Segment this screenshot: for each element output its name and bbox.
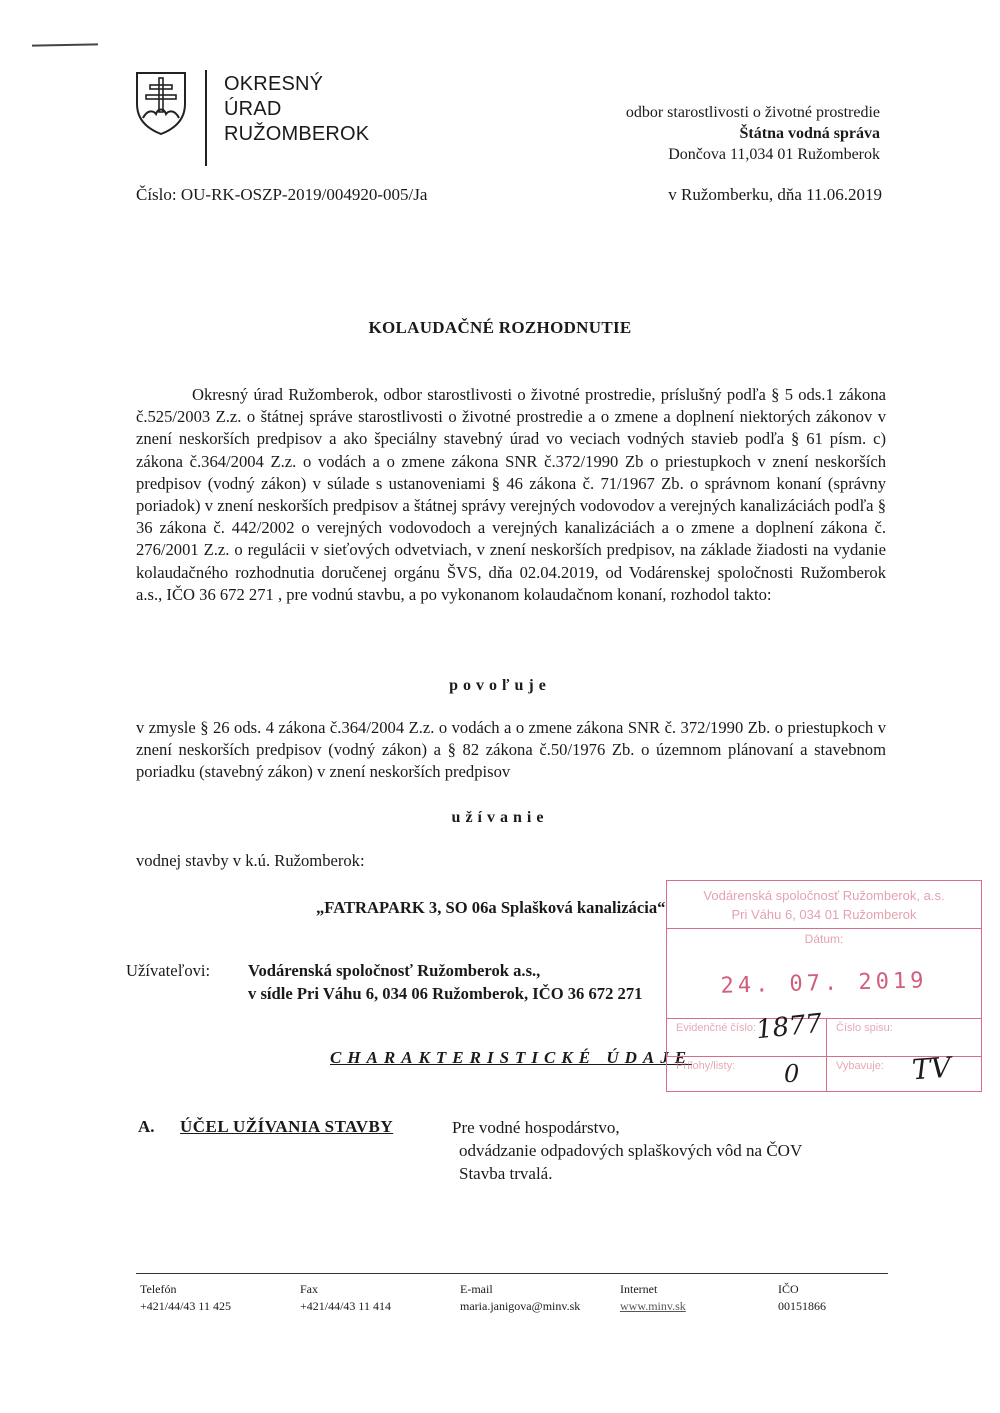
stamp-handler-label: Vybavuje:	[836, 1060, 884, 1072]
footer-fax	[300, 1281, 391, 1315]
issue-date: v Ružomberku, dňa 11.06.2019	[668, 185, 882, 204]
stamp-file-label: Číslo spisu:	[836, 1022, 893, 1034]
heading-povoluje: povoľuje	[449, 677, 551, 694]
user-label: Užívateľovi:	[126, 961, 211, 980]
footer-ico-value: 00151866	[778, 1299, 826, 1313]
department-block	[626, 102, 880, 165]
department-name: odbor starostlivosti o životné prostredie	[625, 104, 880, 121]
footer-divider	[136, 1273, 888, 1274]
stamp-date-label: Dátum:	[804, 932, 844, 946]
footer-phone	[140, 1281, 231, 1315]
department-section: Štátna vodná správa	[739, 125, 880, 142]
footer-internet-link[interactable]: www.minv.sk	[620, 1299, 686, 1313]
cadastral-line: vodnej stavby v k.ú. Ružomberok:	[136, 851, 365, 870]
slovak-coat-of-arms-icon	[134, 70, 188, 136]
office-line-2: ÚRAD	[224, 98, 282, 120]
characteristics-heading: CHARAKTERISTICKÉ ÚDAJE	[330, 1048, 693, 1067]
footer-ico-label: IČO	[778, 1282, 799, 1296]
footer-ico	[778, 1281, 826, 1315]
footer-internet-label: Internet	[620, 1282, 658, 1296]
header-divider	[205, 70, 207, 166]
section-a-heading: ÚČEL UŽÍVANIA STAVBY	[180, 1117, 394, 1136]
scan-artifact	[32, 43, 98, 46]
office-line-1: OKRESNÝ	[224, 73, 324, 95]
footer-phone-value: +421/44/43 11 425	[140, 1299, 231, 1313]
stamp-company: Vodárenská spoločnosť Ružomberok, a.s.	[703, 888, 945, 903]
footer-fax-value: +421/44/43 11 414	[300, 1299, 391, 1313]
stamp-attachments-label: Prílohy/listy:	[676, 1060, 736, 1072]
footer-phone-label: Telefón	[140, 1282, 177, 1296]
construction-name: „FATRAPARK 3, SO 06a Splašková kanalizácia“	[316, 898, 666, 917]
footer-email	[460, 1281, 580, 1315]
section-a-letter: A.	[138, 1117, 155, 1136]
footer-fax-label: Fax	[300, 1282, 318, 1296]
registry-stamp	[666, 880, 982, 1092]
reference-number: Číslo: OU-RK-OSZP-2019/004920-005/Ja	[136, 185, 428, 204]
paragraph-legal-basis: v zmysle § 26 ods. 4 zákona č.364/2004 Z.z. o vodách a o zmene zákona SNR č. 372/1990 Zb. o priestupkoch v znení neskorších predpisov (vodný zákon) a § 82 zákona č.50/1976 Zb. o územnom plánovaní a stavebnom poriadku (stavebný zákon) v znení neskorších predpisov	[136, 718, 886, 782]
stamp-divider	[666, 1018, 982, 1019]
section-a-line-1: Pre vodné hospodárstvo,	[452, 1118, 620, 1137]
stamp-evid-label: Evidenčné číslo:	[676, 1022, 757, 1034]
section-a-line-3: Stavba trvalá.	[459, 1164, 553, 1183]
stamp-evid-handwritten: 1877	[754, 1008, 824, 1046]
footer-email-link[interactable]: maria.janigova@minv.sk	[460, 1299, 581, 1313]
stamp-handler-handwritten: TV	[910, 1050, 953, 1087]
department-address: Dončova 11,034 01 Ružomberok	[668, 146, 880, 163]
stamp-divider	[826, 1018, 827, 1092]
footer-internet	[620, 1281, 686, 1315]
heading-uzivanie: užívanie	[451, 809, 549, 826]
paragraph-intro	[136, 384, 886, 606]
stamp-date-value: 24. 07. 2019	[720, 968, 928, 999]
user-address: v sídle Pri Váhu 6, 034 06 Ružomberok, IČO 36 672 271	[248, 984, 643, 1003]
paragraph-intro-text: Okresný úrad Ružomberok, odbor starostlivosti o životné prostredie, príslušný podľa § 5 ods.1 zákona č.525/2003 Z.z. o štátnej správe starostlivosti o životné prostredie a o zmene a doplnení niektorých zákonov v znení neskorších predpisov a ako špeciálny stavebný úrad vo veciach vodných stavieb podľa § 61 písm. c) zákona č.364/2004 Z.z. o vodách a o zmene zákona SNR č.372/1990 Zb o priestupkoch v znení neskorších predpisov (vodný zákon) v súlade s ustanoveniami § 46 zákona č. 71/1967 Zb. o správnom konaní (správny poriadok) v znení neskorších predpisov a štátnej správy verejných vodovodov a verejných kanalizáciách podľa § 36 zákona č. 442/2002 o verejných vodovodoch a verejných kanalizáciách a o zmene a doplnení zákona č. 276/2001 Z.z. o regulácii v sieťových odvetviach, v znení neskorších predpisov, na základe žiadosti na vydanie kolaudačného rozhodnutia doručenej orgánu ŠVS, dňa 02.04.2019, od Vodárenskej spoločnosti Ružomberok a.s., IČO 36 672 271 , pre vodnú stavbu, a po vykonanom kolaudačnom konaní, rozhodol takto:	[136, 385, 886, 604]
footer-email-label: E-mail	[460, 1282, 493, 1296]
section-a-line-2: odvádzanie odpadových splaškových vôd na ČOV	[459, 1141, 803, 1160]
office-line-3: RUŽOMBEROK	[224, 123, 370, 145]
user-name: Vodárenská spoločnosť Ružomberok a.s.,	[248, 961, 541, 980]
stamp-attachments-handwritten: 0	[784, 1060, 800, 1088]
section-a-body	[452, 1116, 802, 1185]
stamp-divider	[666, 928, 982, 929]
document-title: KOLAUDAČNÉ ROZHODNUTIE	[368, 318, 632, 337]
office-name	[224, 72, 369, 147]
stamp-address: Pri Váhu 6, 034 01 Ružomberok	[731, 907, 917, 922]
